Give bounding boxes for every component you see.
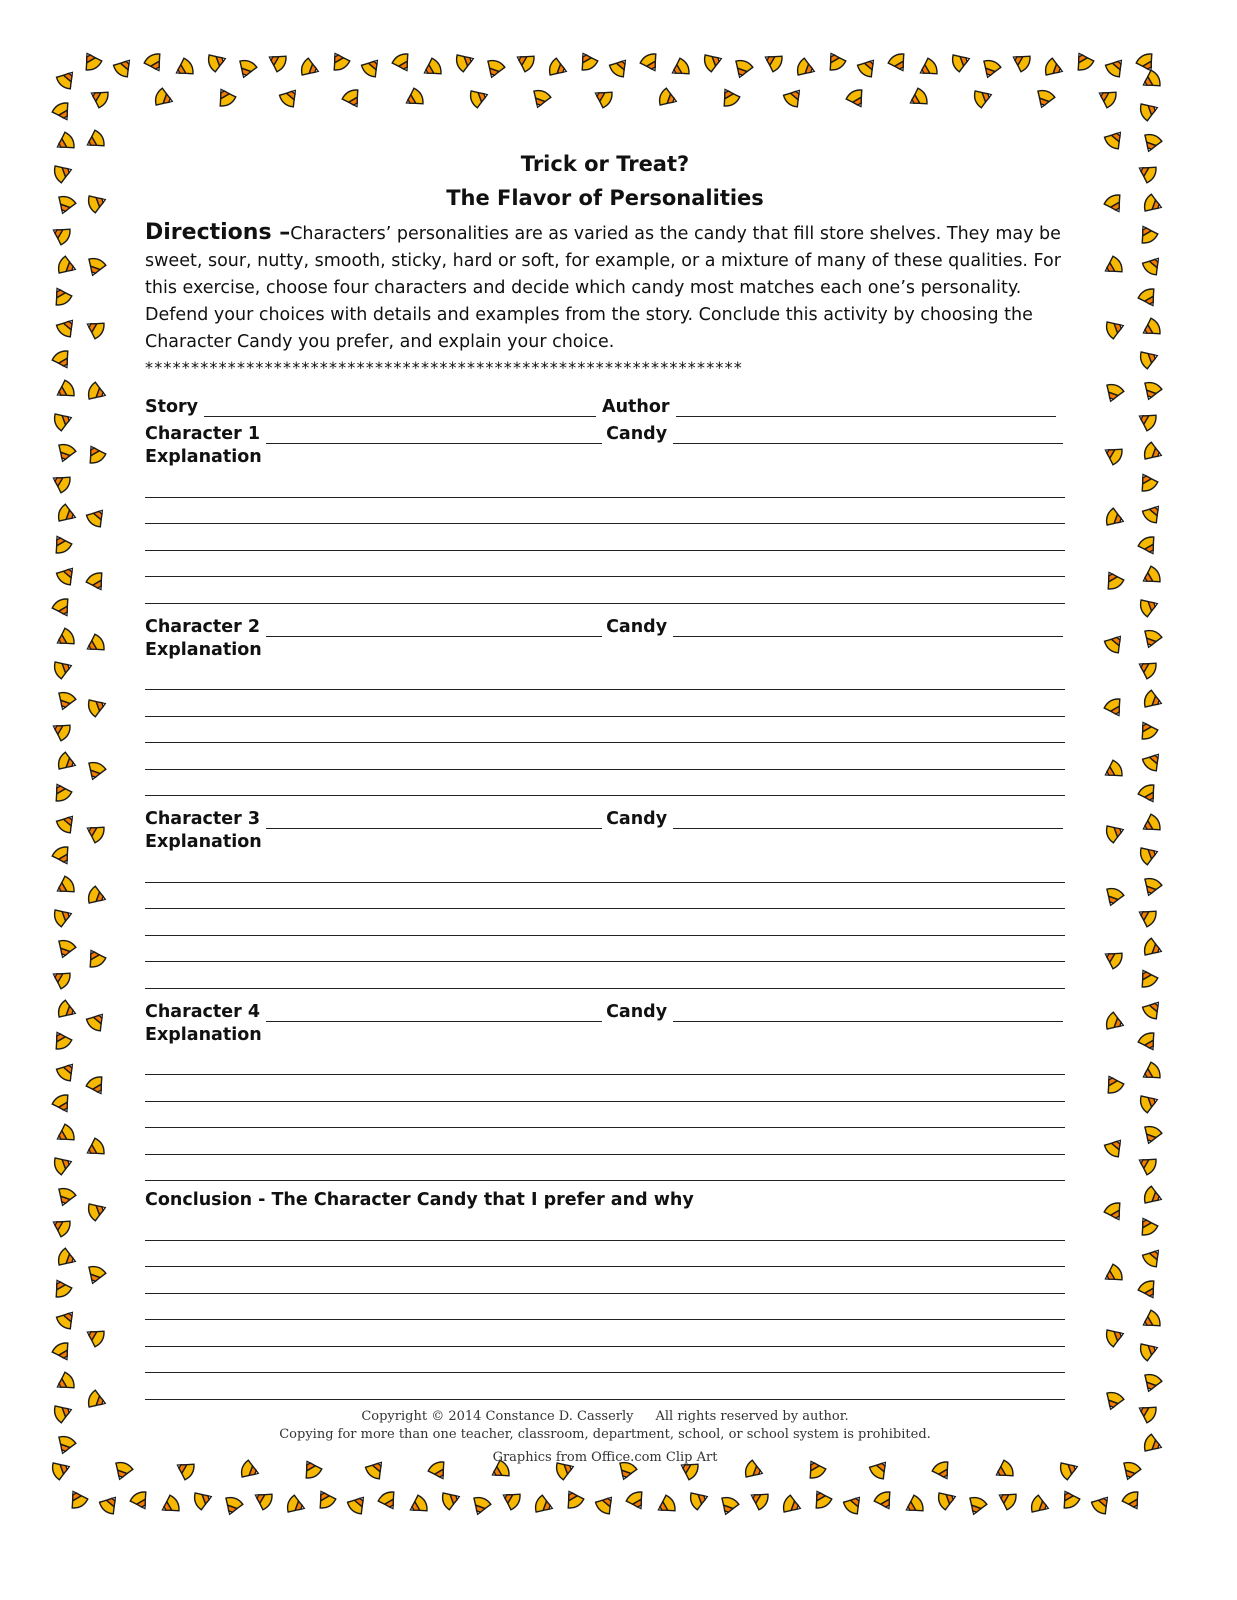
candy-corn-icon	[1101, 946, 1125, 970]
candy-corn-icon	[86, 695, 108, 718]
candy-corn-icon	[1043, 57, 1065, 80]
candy-corn-icon	[84, 1264, 107, 1286]
candy-corn-icon	[54, 690, 77, 712]
candy-corn-icon	[547, 57, 569, 80]
writing-line[interactable]	[145, 770, 1065, 797]
directions-label: Directions –	[145, 220, 291, 245]
candy-corn-icon	[916, 57, 940, 81]
character-blank[interactable]	[266, 810, 602, 829]
character-label: Character 3	[145, 809, 261, 829]
writing-line[interactable]	[145, 551, 1065, 578]
explanation-label: Explanation	[145, 639, 262, 660]
candy-corn-icon	[1140, 628, 1163, 650]
candy-corn-icon	[782, 85, 807, 110]
candy-corn-icon	[49, 1028, 73, 1052]
writing-line[interactable]	[145, 577, 1065, 604]
candy-corn-icon	[377, 1489, 401, 1513]
candy-corn-icon	[1137, 1030, 1161, 1054]
candy-corn-icon	[346, 1492, 371, 1517]
candy-corn-icon	[1101, 759, 1125, 783]
candy-corn-icon	[1138, 1091, 1160, 1114]
candy-corn-icon	[83, 316, 107, 340]
candy-corn-icon	[1104, 507, 1126, 530]
candy-corn-icon	[49, 1214, 73, 1238]
candy-corn-icon	[1102, 1390, 1125, 1412]
candy-corn-icon	[83, 1324, 107, 1348]
candy-corn-icon	[391, 51, 415, 75]
candy-corn-icon	[49, 284, 73, 308]
writing-line[interactable]	[145, 1075, 1065, 1102]
worksheet-subtitle: The Flavor of Personalities	[446, 186, 764, 210]
candy-corn-icon	[995, 1487, 1019, 1511]
writing-line[interactable]	[145, 1241, 1065, 1268]
character-row	[145, 417, 1065, 444]
candy-corn-icon	[53, 131, 77, 155]
graphics-credit: Graphics from Office.com Clip Art	[492, 1450, 718, 1465]
candy-corn-icon	[972, 86, 994, 109]
candy-corn-icon	[965, 1495, 988, 1517]
candy-corn-icon	[85, 1009, 110, 1034]
candy-corn-icon	[56, 1247, 78, 1270]
candy-corn-icon	[51, 1092, 75, 1116]
character-blank[interactable]	[266, 1003, 602, 1022]
copying-notice: Copying for more than one teacher, classroom, department, school, or school system is prohibited.	[279, 1427, 931, 1442]
writing-line[interactable]	[145, 471, 1065, 498]
candy-corn-icon	[717, 1495, 740, 1517]
worksheet-title: Trick or Treat?	[520, 152, 690, 176]
candy-corn-icon	[1139, 813, 1163, 837]
candy-corn-icon	[1140, 876, 1163, 898]
candy-corn-icon	[1142, 937, 1164, 960]
candy-corn-icon	[1137, 1278, 1161, 1302]
author-blank[interactable]	[676, 398, 1056, 417]
candy-corn-icon	[809, 1487, 833, 1511]
candy-corn-icon	[360, 55, 385, 80]
candy-corn-icon	[55, 811, 80, 836]
candy-corn-icon	[1135, 222, 1159, 246]
candy-corn-icon	[1095, 85, 1119, 109]
candy-corn-icon	[192, 1488, 214, 1511]
explanation-label: Explanation	[145, 447, 262, 467]
candy-corn-icon	[1135, 966, 1159, 990]
explanation-lines	[145, 856, 1065, 989]
writing-line[interactable]	[145, 743, 1065, 770]
candy-corn-icon	[873, 1489, 897, 1513]
writing-line[interactable]	[145, 664, 1065, 691]
candy-corn-icon	[1101, 442, 1125, 466]
candy-corn-icon	[53, 1123, 77, 1147]
candy-label: Candy	[606, 616, 668, 637]
candy-corn-icon	[533, 1494, 555, 1517]
candy-corn-icon	[1071, 49, 1095, 73]
candy-corn-icon	[781, 1494, 803, 1517]
candy-corn-icon	[55, 67, 80, 92]
candy-corn-icon	[1139, 317, 1163, 341]
candy-corn-icon	[1102, 886, 1125, 908]
worksheet-content	[145, 145, 1065, 1400]
writing-line[interactable]	[145, 1102, 1065, 1129]
candy-corn-icon	[1141, 253, 1166, 278]
copyright-line	[145, 1409, 1065, 1424]
candy-corn-icon	[56, 751, 78, 774]
candy-label: Candy	[606, 424, 668, 444]
writing-line[interactable]	[145, 1320, 1065, 1347]
candy-corn-icon	[129, 1489, 153, 1513]
candy-corn-icon	[1135, 408, 1159, 432]
directions-text: Characters’ personalities are as varied as the candy that fill store shelves. They may be sweet, sour, nutty, smooth, sticky, hard or soft, for example, or a mixture of many of these qualities. For this exercise, choose four characters and decide which candy most matches each one’s personality. Defend your choices with details and examples from the story. Conclude this activity by choosing the Character Candy you prefer, and explain your choice.	[145, 224, 1061, 352]
candy-blank[interactable]	[673, 1003, 1063, 1022]
candy-corn-icon	[54, 442, 77, 464]
writing-line[interactable]	[145, 909, 1065, 936]
candy-corn-icon	[1090, 1492, 1115, 1517]
candy-corn-icon	[112, 55, 137, 80]
character-row	[145, 995, 1065, 1022]
candy-corn-icon	[1138, 843, 1160, 866]
character-label: Character 1	[145, 424, 261, 444]
candy-corn-icon	[561, 1487, 585, 1511]
candy-corn-icon	[731, 58, 754, 80]
character-blank[interactable]	[266, 425, 602, 444]
candy-corn-icon	[54, 1186, 77, 1208]
candy-corn-icon	[251, 1487, 275, 1511]
candy-blank[interactable]	[673, 810, 1063, 829]
writing-line[interactable]	[145, 936, 1065, 963]
star-separator: *****************************************************************	[145, 358, 743, 377]
candy-corn-icon	[84, 256, 107, 278]
character-row	[145, 610, 1065, 637]
candy-corn-icon	[469, 1495, 492, 1517]
candy-corn-icon	[49, 222, 73, 246]
candy-label: Candy	[606, 1001, 668, 1022]
candy-corn-icon	[55, 563, 80, 588]
candy-corn-icon	[52, 1401, 74, 1424]
candy-corn-icon	[1140, 1372, 1163, 1394]
explanation-lines	[145, 664, 1065, 797]
candy-corn-icon	[1104, 1011, 1126, 1034]
candy-corn-icon	[86, 191, 108, 214]
candy-corn-icon	[845, 87, 869, 111]
candy-corn-icon	[265, 49, 289, 73]
candy-corn-icon	[1057, 1487, 1081, 1511]
candy-corn-icon	[1142, 1185, 1164, 1208]
candy-corn-icon	[172, 57, 196, 81]
candy-corn-icon	[1141, 501, 1166, 526]
candy-corn-icon	[1138, 347, 1160, 370]
candy-corn-icon	[1135, 718, 1159, 742]
candy-corn-icon	[51, 844, 75, 868]
writing-line[interactable]	[145, 1373, 1065, 1400]
candy-corn-icon	[278, 85, 303, 110]
candy-corn-icon	[950, 50, 972, 73]
candy-corn-icon	[53, 1371, 77, 1395]
candy-blank[interactable]	[673, 425, 1063, 444]
copyright-text: Copyright © 2014 Constance D. Casserly	[361, 1409, 634, 1424]
candy-corn-icon	[53, 379, 77, 403]
candy-corn-icon	[1104, 55, 1129, 80]
candy-corn-icon	[51, 348, 75, 372]
candy-corn-icon	[206, 50, 228, 73]
candy-corn-icon	[84, 760, 107, 782]
candy-corn-icon	[406, 1494, 430, 1518]
candy-corn-icon	[1104, 1325, 1126, 1348]
candy-corn-icon	[1137, 782, 1161, 806]
candy-corn-icon	[1135, 51, 1159, 75]
writing-line[interactable]	[145, 498, 1065, 525]
candy-corn-icon	[1139, 69, 1163, 93]
candy-corn-icon	[52, 409, 74, 432]
conclusion-lines	[145, 1214, 1065, 1400]
candy-corn-icon	[591, 85, 615, 109]
candy-corn-icon	[823, 49, 847, 73]
candy-corn-icon	[717, 85, 741, 109]
writing-line[interactable]	[145, 883, 1065, 910]
candy-corn-icon	[1101, 568, 1125, 592]
candy-corn-icon	[1104, 821, 1126, 844]
candy-corn-icon	[53, 875, 77, 899]
candy-corn-icon	[1140, 380, 1163, 402]
candy-corn-icon	[1103, 1135, 1128, 1160]
candy-corn-icon	[688, 1488, 710, 1511]
candy-corn-icon	[313, 1487, 337, 1511]
candy-corn-icon	[153, 87, 175, 110]
explanation-lines	[145, 471, 1065, 604]
candy-corn-icon	[86, 885, 108, 908]
writing-line[interactable]	[145, 690, 1065, 717]
candy-corn-icon	[52, 905, 74, 928]
candy-corn-icon	[483, 58, 506, 80]
candy-corn-icon	[1135, 160, 1159, 184]
candy-corn-icon	[1139, 1309, 1163, 1333]
candy-corn-icon	[65, 1487, 89, 1511]
candy-corn-icon	[657, 87, 679, 110]
candy-corn-icon	[1142, 441, 1164, 464]
writing-line[interactable]	[145, 962, 1065, 989]
candy-corn-icon	[1140, 1124, 1163, 1146]
candy-corn-icon	[1138, 1339, 1160, 1362]
candy-corn-icon	[51, 596, 75, 620]
candy-corn-icon	[1142, 1433, 1164, 1456]
candy-corn-icon	[83, 129, 107, 153]
candy-corn-icon	[1101, 255, 1125, 279]
candy-corn-icon	[51, 1340, 75, 1364]
candy-corn-icon	[1135, 1214, 1159, 1238]
candy-corn-icon	[1102, 382, 1125, 404]
character-label: Character 2	[145, 616, 261, 637]
candy-corn-icon	[513, 49, 537, 73]
candy-corn-icon	[902, 1494, 926, 1518]
candy-corn-icon	[111, 1460, 134, 1482]
candy-corn-icon	[1101, 1263, 1125, 1287]
candy-corn-icon	[55, 315, 80, 340]
candy-corn-icon	[49, 1276, 73, 1300]
candy-corn-icon	[52, 657, 74, 680]
candy-corn-icon	[594, 1492, 619, 1517]
candy-corn-icon	[1142, 689, 1164, 712]
writing-line[interactable]	[145, 717, 1065, 744]
candy-corn-icon	[842, 1492, 867, 1517]
character-label: Character 4	[145, 1001, 261, 1022]
candy-corn-icon	[795, 57, 817, 80]
candy-corn-icon	[1103, 1200, 1127, 1224]
candy-corn-icon	[1033, 88, 1056, 110]
candy-corn-icon	[56, 999, 78, 1022]
candy-corn-icon	[1103, 127, 1128, 152]
candy-corn-icon	[143, 51, 167, 75]
candy-corn-icon	[83, 442, 107, 466]
candy-corn-icon	[285, 1494, 307, 1517]
conclusion-label: Conclusion - The Character Candy that I prefer and why	[145, 1190, 694, 1210]
candy-corn-icon	[1121, 1489, 1145, 1513]
candy-corn-icon	[529, 88, 552, 110]
writing-line[interactable]	[145, 856, 1065, 883]
candy-corn-icon	[906, 87, 930, 111]
candy-corn-icon	[1104, 317, 1126, 340]
candy-corn-icon	[702, 50, 724, 73]
author-label: Author	[602, 397, 670, 417]
candy-corn-icon	[1141, 1245, 1166, 1270]
candy-corn-icon	[1103, 696, 1127, 720]
candy-corn-icon	[1142, 193, 1164, 216]
candy-corn-icon	[49, 718, 73, 742]
candy-corn-icon	[86, 381, 108, 404]
rights-text: All rights reserved by author.	[655, 1409, 849, 1424]
candy-corn-icon	[1029, 1494, 1051, 1517]
candy-corn-icon	[54, 938, 77, 960]
candy-corn-icon	[49, 780, 73, 804]
candy-corn-icon	[1103, 192, 1127, 216]
candy-corn-icon	[54, 194, 77, 216]
writing-line[interactable]	[145, 524, 1065, 551]
candy-corn-icon	[52, 1153, 74, 1176]
candy-corn-icon	[639, 51, 663, 75]
candy-corn-icon	[440, 1488, 462, 1511]
candy-corn-icon	[79, 49, 103, 73]
candy-corn-icon	[1103, 631, 1128, 656]
candy-corn-icon	[654, 1494, 678, 1518]
candy-corn-icon	[575, 49, 599, 73]
candy-corn-icon	[54, 1434, 77, 1456]
candy-corn-icon	[1140, 132, 1163, 154]
candy-corn-icon	[668, 57, 692, 81]
candy-corn-icon	[158, 1494, 182, 1518]
candy-corn-icon	[299, 57, 321, 80]
candy-corn-icon	[499, 1487, 523, 1511]
candy-corn-icon	[1135, 904, 1159, 928]
character-row	[145, 802, 1065, 829]
candy-corn-icon	[747, 1487, 771, 1511]
candy-corn-icon	[1135, 656, 1159, 680]
candy-corn-icon	[1135, 1152, 1159, 1176]
candy-corn-icon	[856, 55, 881, 80]
writing-line[interactable]	[145, 1155, 1065, 1182]
directions-paragraph	[145, 219, 1065, 356]
candy-corn-icon	[887, 51, 911, 75]
candy-corn-icon	[55, 1307, 80, 1332]
candy-corn-icon	[979, 58, 1002, 80]
candy-corn-icon	[1141, 749, 1166, 774]
candy-corn-icon	[49, 470, 73, 494]
candy-corn-icon	[85, 570, 109, 594]
candy-corn-icon	[1135, 470, 1159, 494]
candy-corn-icon	[936, 1488, 958, 1511]
candy-corn-icon	[1138, 595, 1160, 618]
explanation-lines	[145, 1049, 1065, 1182]
candy-corn-icon	[341, 87, 365, 111]
candy-corn-icon	[1138, 99, 1160, 122]
character-blank[interactable]	[266, 618, 602, 637]
candy-corn-icon	[608, 55, 633, 80]
candy-corn-icon	[213, 85, 237, 109]
writing-line[interactable]	[145, 1049, 1065, 1076]
candy-corn-icon	[85, 1074, 109, 1098]
candy-corn-icon	[1139, 565, 1163, 589]
candy-label: Candy	[606, 809, 668, 829]
candy-corn-icon	[235, 58, 258, 80]
candy-corn-icon	[50, 1458, 72, 1481]
writing-line[interactable]	[145, 1214, 1065, 1241]
candy-corn-icon	[625, 1489, 649, 1513]
candy-corn-icon	[83, 946, 107, 970]
explanation-label: Explanation	[145, 832, 262, 852]
candy-corn-icon	[1119, 1460, 1142, 1482]
explanation-label: Explanation	[145, 1024, 262, 1045]
candy-corn-icon	[1141, 997, 1166, 1022]
story-blank[interactable]	[204, 398, 596, 417]
writing-line[interactable]	[145, 1347, 1065, 1374]
candy-corn-icon	[1101, 1072, 1125, 1096]
candy-corn-icon	[761, 49, 785, 73]
candy-corn-icon	[55, 1059, 80, 1084]
candy-corn-icon	[83, 1137, 107, 1161]
candy-corn-icon	[53, 627, 77, 651]
candy-corn-icon	[87, 85, 111, 109]
candy-corn-icon	[83, 820, 107, 844]
candy-corn-icon	[327, 49, 351, 73]
candy-corn-icon	[402, 87, 426, 111]
candy-corn-icon	[86, 1389, 108, 1412]
candy-corn-icon	[221, 1495, 244, 1517]
candy-corn-icon	[52, 161, 74, 184]
candy-corn-icon	[56, 255, 78, 278]
candy-blank[interactable]	[673, 618, 1063, 637]
candy-corn-icon	[98, 1492, 123, 1517]
writing-line[interactable]	[145, 1128, 1065, 1155]
story-author-row	[145, 390, 1065, 417]
candy-corn-icon	[83, 633, 107, 657]
writing-line[interactable]	[145, 1294, 1065, 1321]
candy-corn-icon	[1135, 1400, 1159, 1424]
candy-corn-icon	[49, 966, 73, 990]
candy-corn-icon	[56, 503, 78, 526]
candy-corn-icon	[1137, 534, 1161, 558]
writing-line[interactable]	[145, 1267, 1065, 1294]
candy-corn-icon	[51, 100, 75, 124]
candy-corn-icon	[85, 505, 110, 530]
candy-corn-icon	[86, 1199, 108, 1222]
candy-corn-icon	[1139, 1061, 1163, 1085]
candy-corn-icon	[1137, 286, 1161, 310]
candy-corn-icon	[454, 50, 476, 73]
story-label: Story	[145, 397, 199, 417]
candy-corn-icon	[49, 532, 73, 556]
candy-corn-icon	[468, 86, 490, 109]
candy-corn-icon	[420, 57, 444, 81]
candy-corn-icon	[1009, 49, 1033, 73]
